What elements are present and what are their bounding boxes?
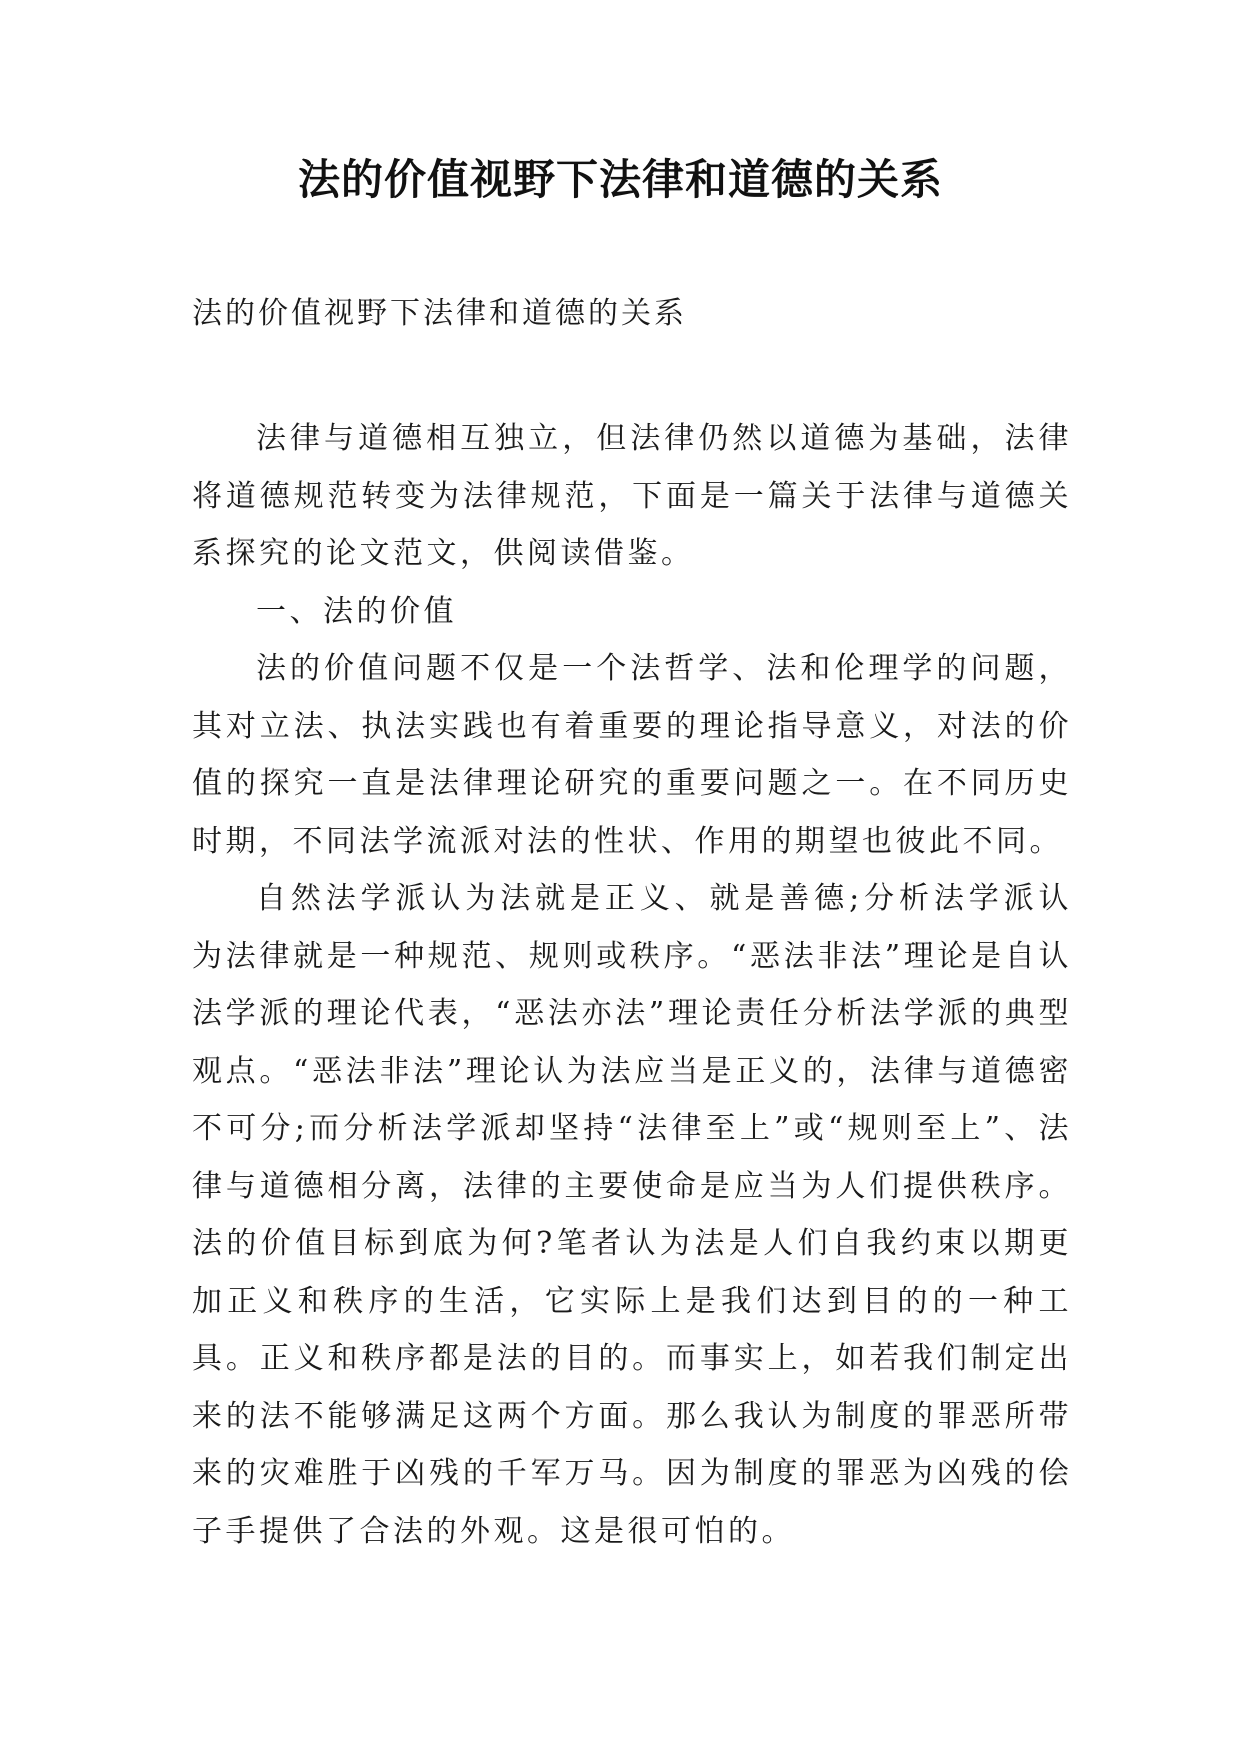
document-body xyxy=(192,410,1072,1560)
document-title: 法的价值视野下法律和道德的关系 xyxy=(297,155,943,204)
paragraph-intro: 法律与道德相互独立，但法律仍然以道德为基础，法律将道德规范转变为法律规范，下面是一篇关于法律与道德关系探究的论文范文，供阅读借鉴。 xyxy=(192,421,1072,571)
document-subtitle: 法的价值视野下法律和道德的关系 xyxy=(192,296,687,331)
section-heading: 一、法的价值 xyxy=(256,593,457,629)
paragraph-value-problem: 法的价值问题不仅是一个法哲学、法和伦理学的问题，其对立法、执法实践也有着重要的理论指导意义，对法的价值的探究一直是法律理论研究的重要问题之一。在不同历史时期，不同法学流派对法的性状、作用的期望也彼此不同。 xyxy=(192,651,1072,859)
paragraph-schools: 自然法学派认为法就是正义、就是善德;分析法学派认为法律就是一种规范、规则或秩序。“恶法非法”理论是自认法学派的理论代表，“恶法亦法”理论责任分析法学派的典型观点。“恶法非法”理论认为法应当是正义的，法律与道德密不可分;而分析法学派却坚持“法律至上”或“规则至上”、法律与道德相分离，法律的主要使命是应当为人们提供秩序。法的价值目标到底为何?笔者认为法是人们自我约束以期更加正义和秩序的生活，它实际上是我们达到目的的一种工具。正义和秩序都是法的目的。而事实上，如若我们制定出来的法不能够满足这两个方面。那么我认为制度的罪恶所带来的灾难胜于凶残的千军万马。因为制度的罪恶为凶残的侩子手提供了合法的外观。这是很可怕的。 xyxy=(192,881,1072,1549)
